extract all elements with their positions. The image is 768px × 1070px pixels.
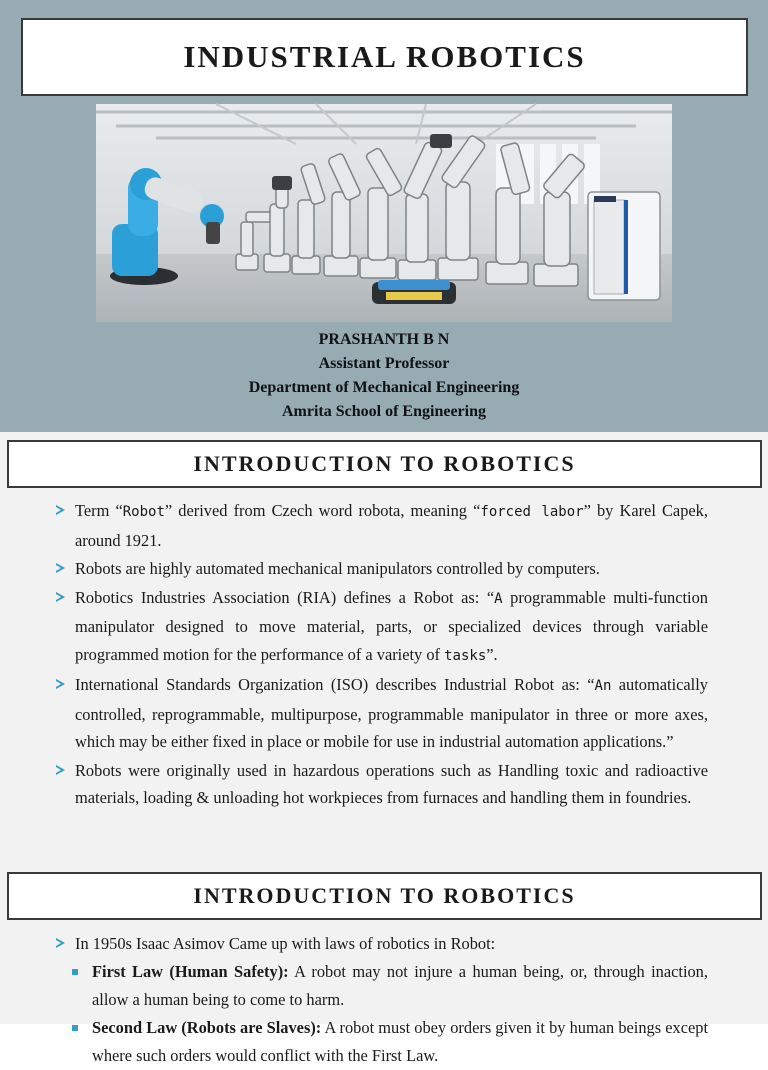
author-block (0, 328, 768, 424)
arrow-bullet-icon (56, 505, 65, 515)
law-item (56, 958, 708, 1013)
author-school: Amrita School of Engineering (282, 403, 486, 420)
bullet-text: ” by Karel Capek, around 1921. (75, 501, 708, 550)
arrow-bullet-icon (56, 563, 65, 573)
law-label: First Law (Human Safety): (92, 962, 289, 981)
list-item (56, 671, 708, 756)
bullet-text: automatically controlled, reprogrammable, multipurpose, programmable manipulator in three or more axes, which may be either fixed in place or mobile for use in industrial automation applications.” (75, 675, 708, 751)
laws-list (56, 958, 708, 1070)
arrow-bullet-icon (56, 765, 65, 775)
bullet-text: ”. (486, 644, 498, 664)
author-department: Department of Mechanical Engineering (248, 379, 520, 396)
law-item (56, 1014, 708, 1069)
bullet-text: In 1950s Isaac Asimov Came up with laws of robotics in Robot: (75, 934, 496, 953)
bullet-text: forced labor (480, 504, 584, 520)
bullet-text: Robot (122, 504, 165, 520)
industrial-robots-photo (96, 104, 672, 322)
intro-slide-1 (0, 432, 768, 866)
law-text: A robot must obey orders given it by human beings except where such orders would conflict with the First Law. (92, 1018, 709, 1065)
bullet-text: Robotics Industries Association (RIA) defines a Robot as: “ (75, 587, 495, 607)
bullet-text: Robots are highly automated mechanical manipulators controlled by computers. (75, 559, 600, 578)
bullet-text: ” derived from Czech word robota, meaning “ (164, 501, 481, 520)
slide-heading: INTRODUCTION TO ROBOTICS (193, 883, 576, 908)
intro-slide-2 (0, 866, 768, 1065)
bullet-text: Robots were originally used in hazardous operations such as Handling toxic and radioactive materials, loading & unloading hot workpieces from furnaces and handling them in foundries. (75, 760, 708, 807)
list-item (56, 930, 708, 958)
bullet-list (56, 497, 708, 813)
law-label: Second Law (Robots are Slaves): (92, 1018, 322, 1037)
bullet-text: An (594, 678, 612, 694)
bullet-text: Term “ (75, 501, 123, 520)
list-item (56, 555, 708, 583)
list-item (56, 757, 708, 812)
arrow-bullet-icon (56, 592, 65, 602)
bullet-text: programmable multi-function manipulator designed to move material, parts, or specialized devices through variable programmed motion for the performance of a variety of (75, 587, 708, 664)
bullet-text: International Standards Organization (ISO) describes Industrial Robot as: “ (75, 675, 595, 694)
bullet-text: tasks (444, 647, 487, 664)
bullet-text: A (494, 590, 503, 607)
square-bullet-icon (72, 1025, 78, 1031)
arrow-bullet-icon (56, 938, 65, 948)
list-item (56, 497, 708, 554)
bullet-list (56, 930, 708, 959)
slide-heading: INTRODUCTION TO ROBOTICS (193, 451, 576, 476)
title-slide (0, 0, 768, 432)
title-box (21, 18, 748, 96)
author-title: Assistant Professor (318, 355, 450, 372)
list-item (56, 584, 708, 671)
slide-title: INDUSTRIAL ROBOTICS (183, 39, 586, 74)
author-name: PRASHANTH B N (318, 331, 450, 348)
arrow-bullet-icon (56, 679, 65, 689)
heading-box (7, 872, 762, 920)
heading-box (7, 440, 762, 488)
law-text: A robot may not injure a human being, or, through inaction, allow a human being to come to harm. (92, 962, 708, 1009)
square-bullet-icon (72, 969, 78, 975)
